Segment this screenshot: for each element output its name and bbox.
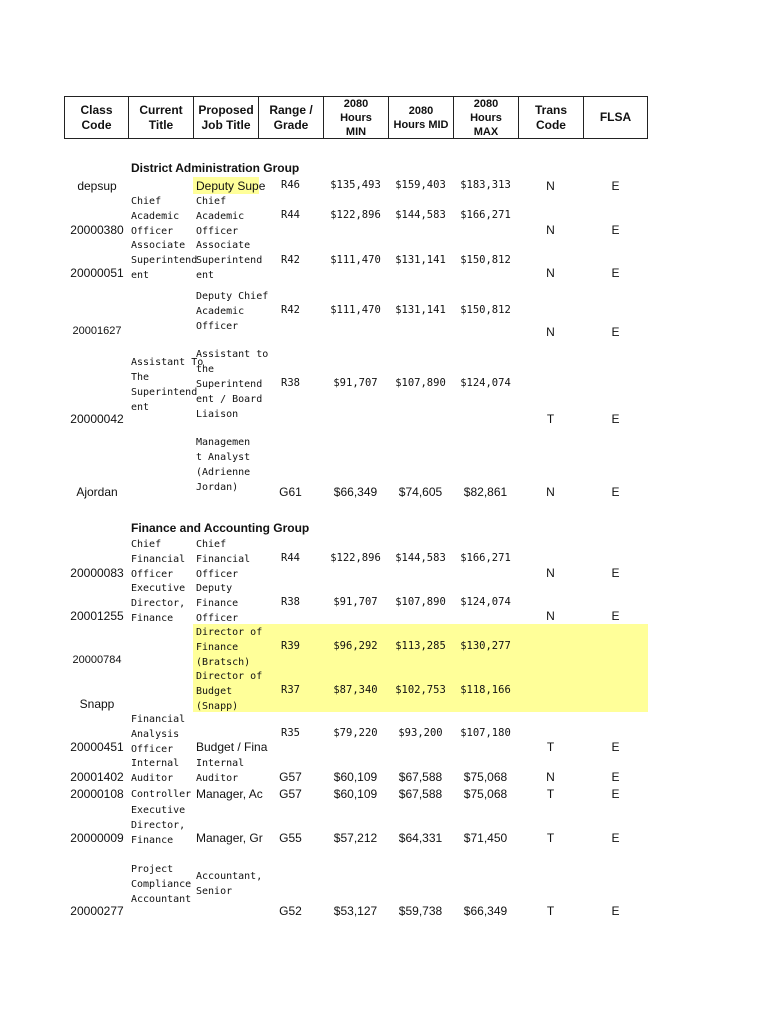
hours-min: $87,340 <box>333 684 378 696</box>
proposed-title: Manager, Ac <box>196 787 263 801</box>
hours-min: $91,707 <box>333 377 378 389</box>
proposed-title: Chief Academic Officer <box>196 196 245 237</box>
proposed-title: Chief Financial Officer <box>196 539 251 580</box>
flsa: E <box>611 787 620 801</box>
current-title: Executive Director, Finance <box>131 583 186 624</box>
current-title: Internal Auditor <box>131 758 180 784</box>
class-code: 20001402 <box>70 770 124 784</box>
hours-min: $111,470 <box>330 304 381 316</box>
header-flsa: FLSA <box>583 96 648 139</box>
hours-mid: $74,605 <box>398 485 443 499</box>
range-grade: R38 <box>281 377 300 389</box>
proposed-title: Deputy Chief Academic Officer <box>196 291 269 332</box>
hours-max: $118,166 <box>460 684 511 696</box>
hours-mid: $131,141 <box>395 254 446 266</box>
proposed-title: Accountant, Senior <box>196 871 263 897</box>
header-hours-min: 2080 Hours MIN <box>323 96 388 139</box>
group-title: Finance and Accounting Group <box>131 521 310 535</box>
hours-min: $91,707 <box>333 596 378 608</box>
hours-max: $82,861 <box>463 485 508 499</box>
flsa: E <box>611 179 620 193</box>
range-grade: R38 <box>281 596 300 608</box>
current-title: Chief Academic Officer <box>131 196 180 237</box>
hours-max: $150,812 <box>460 254 511 266</box>
hours-max: $107,180 <box>460 727 511 739</box>
class-code: 20000083 <box>70 566 124 580</box>
current-title: Financial Analysis Officer <box>131 714 186 755</box>
trans-code: T <box>546 740 555 754</box>
hours-min: $96,292 <box>333 640 378 652</box>
trans-code: T <box>546 831 555 845</box>
class-code: 20000009 <box>70 831 124 845</box>
hours-mid: $67,588 <box>398 770 443 784</box>
flsa: E <box>611 412 620 426</box>
hours-max: $75,068 <box>463 787 508 801</box>
class-code: depsup <box>77 179 117 193</box>
range-grade: G52 <box>279 904 302 918</box>
hours-mid: $159,403 <box>395 179 446 191</box>
range-grade: R44 <box>281 552 300 564</box>
flsa: E <box>611 325 620 339</box>
current-title: Project Compliance Accountant <box>131 864 192 905</box>
class-code: 20000784 <box>72 654 122 666</box>
group-title: District Administration Group <box>131 161 300 175</box>
hours-min: $122,896 <box>330 209 381 221</box>
current-title: Chief Financial Officer <box>131 539 186 580</box>
trans-code: T <box>546 412 555 426</box>
range-grade: R35 <box>281 727 300 739</box>
flsa: E <box>611 740 620 754</box>
proposed-title: Associate Superintend ent <box>196 240 263 281</box>
trans-code: N <box>546 223 555 237</box>
range-grade: G57 <box>279 787 302 801</box>
header-hours-max: 2080 Hours MAX <box>453 96 518 139</box>
proposed-title: Manager, Gr <box>196 831 263 845</box>
class-code: Ajordan <box>76 485 118 499</box>
range-grade: R44 <box>281 209 300 221</box>
proposed-title: Director of Finance (Bratsch) <box>196 627 263 668</box>
header-current-title: Current Title <box>128 96 193 139</box>
hours-min: $135,493 <box>330 179 381 191</box>
hours-max: $71,450 <box>463 831 508 845</box>
hours-max: $166,271 <box>460 209 511 221</box>
trans-code: N <box>546 266 555 280</box>
flsa: E <box>611 609 620 623</box>
current-title: Associate Superintend ent <box>131 240 198 281</box>
range-grade: G61 <box>279 485 302 499</box>
hours-max: $75,068 <box>463 770 508 784</box>
hours-mid: $144,583 <box>395 209 446 221</box>
class-code: 20000051 <box>70 266 124 280</box>
hours-mid: $102,753 <box>395 684 446 696</box>
header-trans-code: Trans Code <box>518 96 583 139</box>
trans-code: N <box>546 179 555 193</box>
trans-code: N <box>546 609 555 623</box>
flsa: E <box>611 904 620 918</box>
hours-max: $150,812 <box>460 304 511 316</box>
header-hours-mid: 2080 Hours MID <box>388 96 453 139</box>
trans-code: T <box>546 904 555 918</box>
proposed-title: Deputy Supe <box>196 179 266 193</box>
hours-min: $53,127 <box>333 904 378 918</box>
flsa: E <box>611 566 620 580</box>
range-grade: G55 <box>279 831 302 845</box>
hours-mid: $59,738 <box>398 904 443 918</box>
hours-min: $60,109 <box>333 787 378 801</box>
flsa: E <box>611 223 620 237</box>
hours-max: $183,313 <box>460 179 511 191</box>
hours-min: $60,109 <box>333 770 378 784</box>
class-code: 20000451 <box>70 740 124 754</box>
range-grade: R37 <box>281 684 300 696</box>
hours-mid: $67,588 <box>398 787 443 801</box>
hours-max: $130,277 <box>460 640 511 652</box>
hours-mid: $113,285 <box>395 640 446 652</box>
hours-max: $66,349 <box>463 904 508 918</box>
trans-code: N <box>546 485 555 499</box>
class-code: 20001627 <box>72 325 122 337</box>
class-code: 20000380 <box>70 223 124 237</box>
range-grade: R42 <box>281 254 300 266</box>
class-code: 20000042 <box>70 412 124 426</box>
hours-max: $124,074 <box>460 596 511 608</box>
hours-min: $66,349 <box>333 485 378 499</box>
hours-min: $111,470 <box>330 254 381 266</box>
current-title: Executive Director, Finance <box>131 805 186 846</box>
proposed-title: Director of Budget (Snapp) <box>196 671 263 712</box>
hours-mid: $131,141 <box>395 304 446 316</box>
trans-code: N <box>546 566 555 580</box>
trans-code: T <box>546 787 555 801</box>
flsa: E <box>611 485 620 499</box>
hours-max: $124,074 <box>460 377 511 389</box>
range-grade: R46 <box>281 179 300 191</box>
trans-code: N <box>546 770 555 784</box>
proposed-title: Deputy Finance Officer <box>196 583 239 624</box>
range-grade: G57 <box>279 770 302 784</box>
hours-min: $57,212 <box>333 831 378 845</box>
header-proposed-title: Proposed Job Title <box>193 96 258 139</box>
current-title: Assistant To The Superintend ent <box>131 357 204 413</box>
flsa: E <box>611 770 620 784</box>
hours-mid: $144,583 <box>395 552 446 564</box>
header-range-grade: Range / Grade <box>258 96 323 139</box>
flsa: E <box>611 266 620 280</box>
hours-mid: $93,200 <box>398 727 443 739</box>
hours-min: $79,220 <box>333 727 378 739</box>
class-code: 20000277 <box>70 904 124 918</box>
class-code: Snapp <box>79 697 115 711</box>
range-grade: R39 <box>281 640 300 652</box>
current-title: Controller <box>131 789 192 800</box>
proposed-title: Internal Auditor <box>196 758 245 784</box>
class-code: 20001255 <box>70 609 124 623</box>
hours-mid: $107,890 <box>395 377 446 389</box>
hours-mid: $64,331 <box>398 831 443 845</box>
proposed-title: Assistant to the Superintend ent / Board Liaison <box>196 349 269 420</box>
proposed-title: Managemen t Analyst (Adrienne Jordan) <box>196 437 251 493</box>
class-code: 20000108 <box>70 787 124 801</box>
flsa: E <box>611 831 620 845</box>
proposed-title: Budget / Fina <box>196 740 268 754</box>
range-grade: R42 <box>281 304 300 316</box>
trans-code: N <box>546 325 555 339</box>
hours-max: $166,271 <box>460 552 511 564</box>
hours-mid: $107,890 <box>395 596 446 608</box>
hours-min: $122,896 <box>330 552 381 564</box>
header-class-code: Class Code <box>64 96 128 139</box>
